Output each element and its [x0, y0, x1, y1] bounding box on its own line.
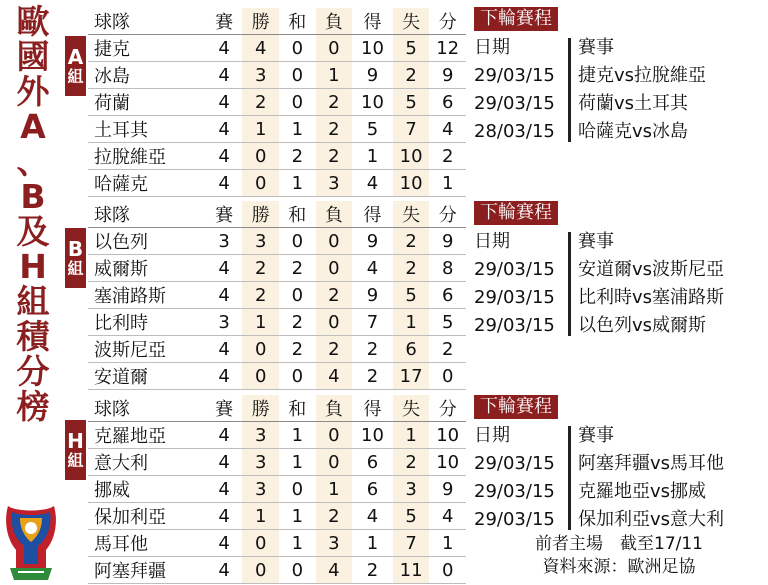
drawn: 0 [279, 363, 316, 390]
footer-note [474, 533, 764, 579]
fixture-date: 29/03/15 [474, 481, 555, 502]
header-against: 失 [393, 8, 430, 35]
team-name: 阿塞拜疆 [88, 557, 206, 584]
team-name: 波斯尼亞 [88, 336, 206, 363]
lost: 4 [316, 363, 353, 390]
fixture-row [474, 478, 762, 506]
fixture-date: 29/03/15 [474, 93, 555, 114]
table-row [88, 336, 466, 363]
drawn: 1 [279, 449, 316, 476]
points: 2 [429, 143, 466, 170]
header-won: 勝 [242, 8, 279, 35]
drawn: 2 [279, 143, 316, 170]
header-team: 球隊 [88, 395, 206, 422]
lost: 0 [316, 255, 353, 282]
fixture-date: 29/03/15 [474, 453, 555, 474]
header-drawn: 和 [279, 8, 316, 35]
drawn: 2 [279, 336, 316, 363]
team-name: 比利時 [88, 309, 206, 336]
fixtures-grid [474, 34, 762, 146]
played: 4 [206, 557, 243, 584]
goals-against: 5 [393, 503, 430, 530]
header-points: 分 [429, 201, 466, 228]
title-char: 組 [16, 282, 50, 321]
title-char: 、 [16, 142, 50, 181]
group-b-table [88, 201, 466, 390]
fixture-date: 29/03/15 [474, 259, 555, 280]
table-header-row [88, 201, 466, 228]
header-lost: 負 [316, 395, 353, 422]
lost: 1 [316, 476, 353, 503]
goals-against: 10 [393, 170, 430, 197]
fixture-match: 阿塞拜疆vs馬耳他 [578, 453, 725, 474]
drawn: 2 [279, 255, 316, 282]
fixture-match: 荷蘭vs土耳其 [578, 93, 689, 114]
points: 1 [429, 530, 466, 557]
goals-against: 2 [393, 255, 430, 282]
group-a-table [88, 8, 466, 197]
fixtures-date-header: 日期 [474, 37, 510, 58]
table-row [88, 422, 466, 449]
table-row [88, 530, 466, 557]
fixtures-title: 下輪賽程 [474, 201, 558, 225]
goals-against: 2 [393, 228, 430, 255]
goals-for: 1 [352, 530, 393, 557]
group-h-fixtures [474, 395, 762, 534]
points: 6 [429, 89, 466, 116]
won: 3 [242, 449, 279, 476]
won: 1 [242, 309, 279, 336]
table-row [88, 89, 466, 116]
group-b-tag [65, 228, 86, 288]
goals-against: 5 [393, 282, 430, 309]
points: 9 [429, 228, 466, 255]
group-h-zu: 組 [67, 451, 84, 470]
drawn: 1 [279, 530, 316, 557]
points: 1 [429, 170, 466, 197]
won: 0 [242, 363, 279, 390]
won: 3 [242, 228, 279, 255]
table-row [88, 449, 466, 476]
played: 4 [206, 143, 243, 170]
footer-line-home: 前者主場 截至17/11 [535, 534, 703, 554]
goals-for: 9 [352, 282, 393, 309]
group-a-zu: 組 [67, 67, 84, 86]
won: 2 [242, 282, 279, 309]
goals-for: 4 [352, 170, 393, 197]
fixture-date: 29/03/15 [474, 315, 555, 336]
lost: 2 [316, 143, 353, 170]
table-row [88, 170, 466, 197]
title-char: 國 [16, 37, 50, 76]
drawn: 1 [279, 170, 316, 197]
goals-for: 9 [352, 228, 393, 255]
header-played: 賽 [206, 395, 243, 422]
drawn: 2 [279, 309, 316, 336]
header-lost: 負 [316, 8, 353, 35]
fixtures-match-header: 賽事 [578, 231, 614, 252]
lost: 0 [316, 449, 353, 476]
lost: 2 [316, 282, 353, 309]
lost: 1 [316, 62, 353, 89]
played: 4 [206, 449, 243, 476]
table-row [88, 35, 466, 62]
fixtures-date-header: 日期 [474, 425, 510, 446]
goals-against: 7 [393, 116, 430, 143]
header-points: 分 [429, 395, 466, 422]
fixture-row [474, 506, 762, 534]
team-name: 安道爾 [88, 363, 206, 390]
won: 2 [242, 89, 279, 116]
points: 4 [429, 503, 466, 530]
goals-for: 4 [352, 255, 393, 282]
fixture-match: 保加利亞vs意大利 [578, 509, 725, 530]
table-row [88, 309, 466, 336]
goals-against: 2 [393, 449, 430, 476]
fixtures-title: 下輪賽程 [474, 395, 558, 419]
team-name: 荷蘭 [88, 89, 206, 116]
points: 5 [429, 309, 466, 336]
header-points: 分 [429, 8, 466, 35]
points: 9 [429, 476, 466, 503]
won: 0 [242, 530, 279, 557]
table-row [88, 62, 466, 89]
table-row [88, 143, 466, 170]
team-name: 克羅地亞 [88, 422, 206, 449]
goals-against: 10 [393, 143, 430, 170]
played: 4 [206, 336, 243, 363]
table-header-row [88, 395, 466, 422]
points: 10 [429, 449, 466, 476]
drawn: 0 [279, 228, 316, 255]
goals-for: 1 [352, 143, 393, 170]
table-row [88, 557, 466, 584]
fixture-match: 安道爾vs波斯尼亞 [578, 259, 725, 280]
group-h-tag [65, 420, 86, 480]
fixtures-match-header: 賽事 [578, 425, 614, 446]
header-won: 勝 [242, 395, 279, 422]
lost: 0 [316, 228, 353, 255]
header-for: 得 [352, 8, 393, 35]
lost: 0 [316, 309, 353, 336]
played: 3 [206, 228, 243, 255]
lost: 2 [316, 336, 353, 363]
team-name: 塞浦路斯 [88, 282, 206, 309]
goals-against: 5 [393, 89, 430, 116]
played: 4 [206, 530, 243, 557]
table-row [88, 282, 466, 309]
title-char: 榜 [16, 387, 50, 426]
fixtures-header-row [474, 422, 762, 450]
fixture-match: 比利時vs塞浦路斯 [578, 287, 725, 308]
lost: 3 [316, 530, 353, 557]
footer-line-source: 資料來源：歐洲足協 [542, 557, 696, 577]
team-name: 馬耳他 [88, 530, 206, 557]
fixtures-title: 下輪賽程 [474, 7, 558, 31]
header-team: 球隊 [88, 8, 206, 35]
goals-against: 17 [393, 363, 430, 390]
table-row [88, 503, 466, 530]
points: 0 [429, 363, 466, 390]
header-drawn: 和 [279, 395, 316, 422]
team-name: 冰島 [88, 62, 206, 89]
team-name: 拉脫維亞 [88, 143, 206, 170]
won: 3 [242, 422, 279, 449]
title-char: 積 [16, 317, 50, 356]
header-for: 得 [352, 395, 393, 422]
fixtures-grid [474, 422, 762, 534]
fixtures-header-row [474, 34, 762, 62]
goals-for: 10 [352, 422, 393, 449]
euro-trophy-logo [2, 498, 60, 582]
won: 1 [242, 503, 279, 530]
group-a-fixtures [474, 7, 762, 146]
group-h-letter: H [67, 429, 84, 453]
lost: 2 [316, 89, 353, 116]
team-name: 挪威 [88, 476, 206, 503]
goals-against: 5 [393, 35, 430, 62]
group-b-letter: B [67, 237, 84, 261]
drawn: 1 [279, 116, 316, 143]
fixtures-divider [568, 38, 571, 142]
title-char: B [20, 177, 46, 216]
header-against: 失 [393, 395, 430, 422]
team-name: 意大利 [88, 449, 206, 476]
group-a-tag [65, 36, 86, 96]
won: 4 [242, 35, 279, 62]
team-name: 保加利亞 [88, 503, 206, 530]
lost: 2 [316, 503, 353, 530]
won: 1 [242, 116, 279, 143]
played: 4 [206, 476, 243, 503]
fixture-row [474, 312, 762, 340]
fixture-row [474, 450, 762, 478]
title-char: 外 [16, 72, 50, 111]
fixture-match: 哈薩克vs冰島 [578, 121, 689, 142]
won: 3 [242, 62, 279, 89]
lost: 0 [316, 35, 353, 62]
title-char: 及 [16, 212, 50, 251]
drawn: 0 [279, 89, 316, 116]
table-row [88, 255, 466, 282]
fixtures-date-header: 日期 [474, 231, 510, 252]
points: 0 [429, 557, 466, 584]
goals-against: 1 [393, 309, 430, 336]
lost: 0 [316, 422, 353, 449]
fixture-date: 29/03/15 [474, 509, 555, 530]
team-name: 土耳其 [88, 116, 206, 143]
played: 4 [206, 116, 243, 143]
goals-for: 2 [352, 336, 393, 363]
table-header-row [88, 8, 466, 35]
goals-against: 6 [393, 336, 430, 363]
fixtures-divider [568, 426, 571, 530]
played: 4 [206, 363, 243, 390]
fixture-row [474, 90, 762, 118]
fixtures-divider [568, 232, 571, 336]
fixture-match: 捷克vs拉脫維亞 [578, 65, 707, 86]
header-for: 得 [352, 201, 393, 228]
won: 0 [242, 557, 279, 584]
fixture-row [474, 256, 762, 284]
goals-against: 1 [393, 422, 430, 449]
drawn: 0 [279, 557, 316, 584]
lost: 4 [316, 557, 353, 584]
title-char: H [19, 247, 47, 286]
goals-against: 11 [393, 557, 430, 584]
goals-for: 6 [352, 476, 393, 503]
fixture-date: 28/03/15 [474, 121, 555, 142]
drawn: 1 [279, 503, 316, 530]
goals-for: 9 [352, 62, 393, 89]
drawn: 1 [279, 422, 316, 449]
vertical-title [10, 4, 56, 424]
fixture-match: 克羅地亞vs挪威 [578, 481, 707, 502]
won: 0 [242, 143, 279, 170]
won: 3 [242, 476, 279, 503]
team-name: 以色列 [88, 228, 206, 255]
won: 2 [242, 255, 279, 282]
points: 9 [429, 62, 466, 89]
table-row [88, 476, 466, 503]
points: 12 [429, 35, 466, 62]
played: 3 [206, 309, 243, 336]
group-h-table [88, 395, 466, 584]
goals-for: 10 [352, 89, 393, 116]
table-row [88, 228, 466, 255]
played: 4 [206, 282, 243, 309]
drawn: 0 [279, 476, 316, 503]
fixture-date: 29/03/15 [474, 65, 555, 86]
header-against: 失 [393, 201, 430, 228]
goals-against: 7 [393, 530, 430, 557]
title-char: 歐 [16, 2, 50, 41]
goals-for: 10 [352, 35, 393, 62]
fixture-row [474, 284, 762, 312]
lost: 2 [316, 116, 353, 143]
drawn: 0 [279, 62, 316, 89]
group-b-zu: 組 [67, 259, 84, 278]
goals-for: 6 [352, 449, 393, 476]
played: 4 [206, 170, 243, 197]
fixtures-header-row [474, 228, 762, 256]
header-played: 賽 [206, 8, 243, 35]
goals-against: 3 [393, 476, 430, 503]
title-char: A [20, 107, 46, 146]
goals-for: 4 [352, 503, 393, 530]
team-name: 威爾斯 [88, 255, 206, 282]
fixture-row [474, 62, 762, 90]
header-team: 球隊 [88, 201, 206, 228]
played: 4 [206, 89, 243, 116]
title-char: 分 [16, 352, 50, 391]
played: 4 [206, 62, 243, 89]
points: 2 [429, 336, 466, 363]
header-drawn: 和 [279, 201, 316, 228]
group-b-fixtures [474, 201, 762, 340]
points: 8 [429, 255, 466, 282]
group-a-letter: A [67, 45, 84, 69]
header-played: 賽 [206, 201, 243, 228]
points: 4 [429, 116, 466, 143]
played: 4 [206, 35, 243, 62]
fixture-row [474, 118, 762, 146]
played: 4 [206, 255, 243, 282]
drawn: 0 [279, 35, 316, 62]
drawn: 0 [279, 282, 316, 309]
table-row [88, 116, 466, 143]
goals-against: 2 [393, 62, 430, 89]
lost: 3 [316, 170, 353, 197]
fixture-match: 以色列vs威爾斯 [578, 315, 707, 336]
played: 4 [206, 503, 243, 530]
goals-for: 2 [352, 557, 393, 584]
goals-for: 5 [352, 116, 393, 143]
played: 4 [206, 422, 243, 449]
header-lost: 負 [316, 201, 353, 228]
header-won: 勝 [242, 201, 279, 228]
points: 6 [429, 282, 466, 309]
fixtures-grid [474, 228, 762, 340]
fixture-date: 29/03/15 [474, 287, 555, 308]
points: 10 [429, 422, 466, 449]
table-row [88, 363, 466, 390]
goals-for: 2 [352, 363, 393, 390]
team-name: 捷克 [88, 35, 206, 62]
fixtures-match-header: 賽事 [578, 37, 614, 58]
goals-for: 7 [352, 309, 393, 336]
team-name: 哈薩克 [88, 170, 206, 197]
won: 0 [242, 170, 279, 197]
won: 0 [242, 336, 279, 363]
